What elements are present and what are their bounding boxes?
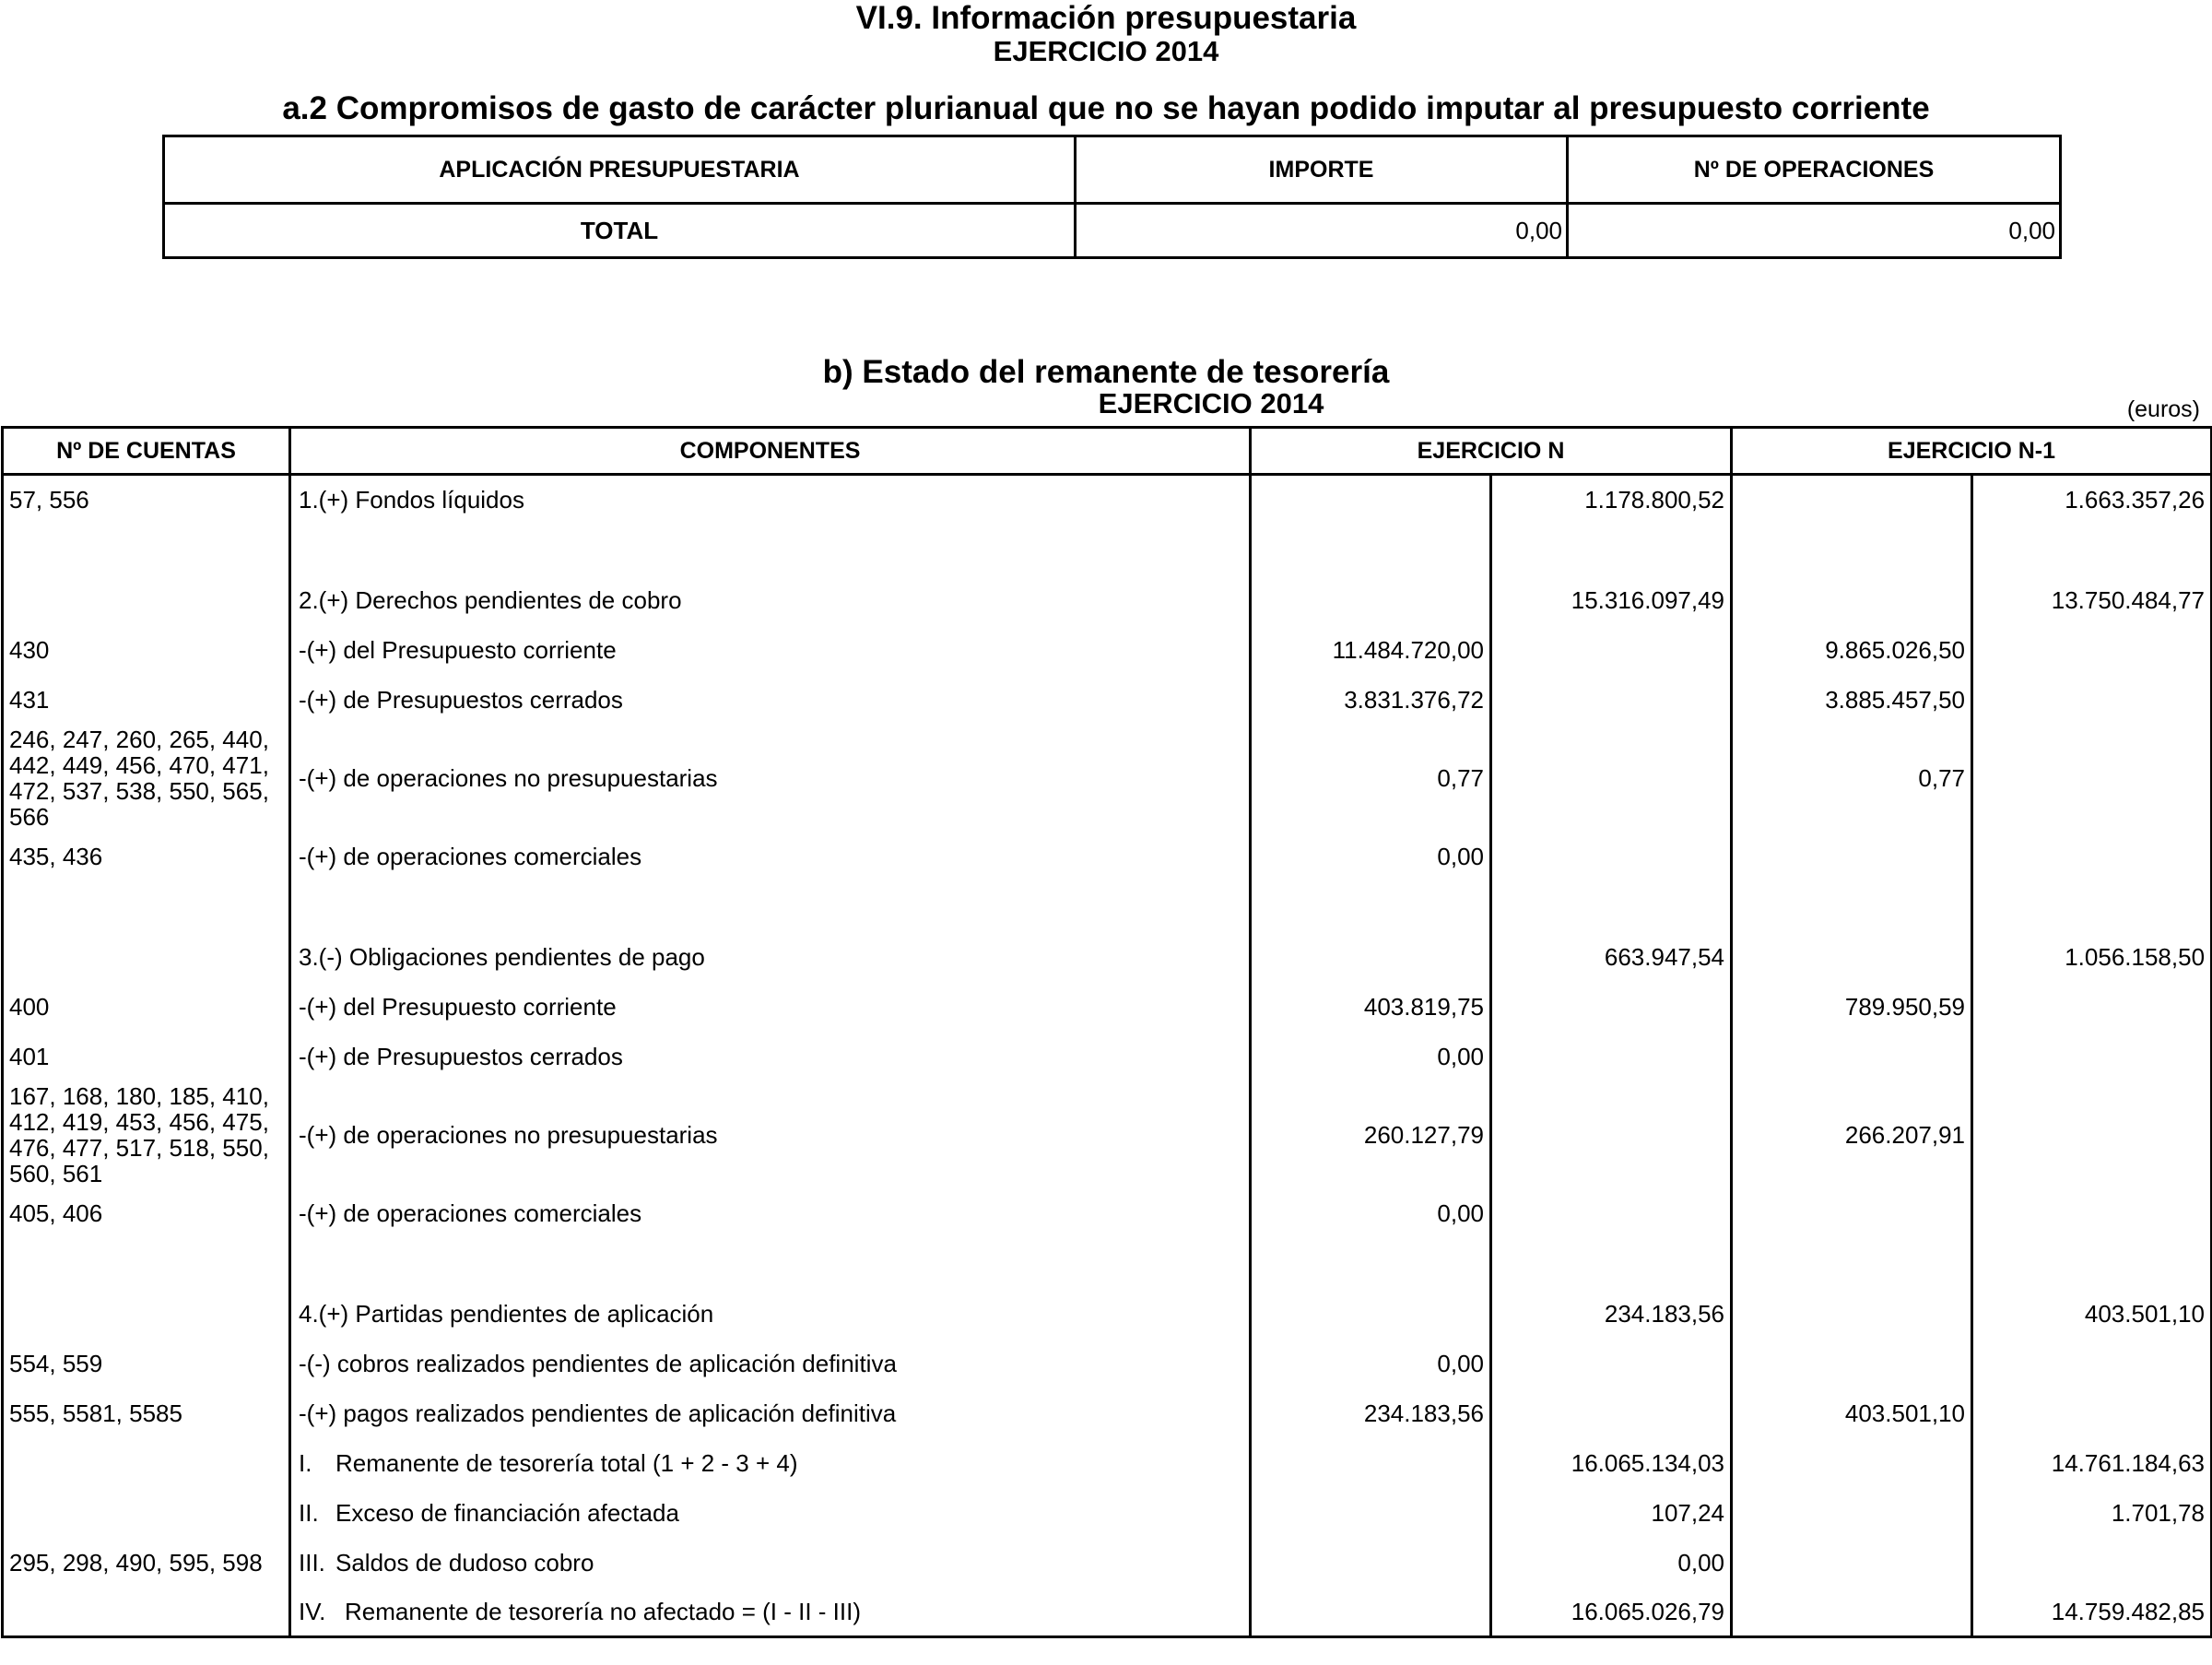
- ejercicio-n1-detail-cell: [1732, 1188, 1972, 1238]
- ejercicio-n1-total-cell: 1.701,78: [1972, 1488, 2212, 1538]
- ejercicio-n-detail-cell: 11.484.720,00: [1251, 625, 1491, 675]
- ejercicio-n-total-cell: 1.178.800,52: [1491, 475, 1732, 525]
- ejercicio-n-detail-cell: 260.127,79: [1251, 1081, 1491, 1188]
- ejercicio-n1-detail-cell: [1732, 1538, 1972, 1588]
- account-numbers-cell: 400: [3, 982, 290, 1032]
- table-row: [3, 1388, 2212, 1438]
- ejercicio-n1-detail-cell: [1732, 475, 1972, 525]
- account-numbers-cell: [3, 932, 290, 982]
- ejercicio-n-total-cell: [1491, 1188, 1732, 1238]
- table-row: [3, 932, 2212, 982]
- ejercicio-n-total-cell: [1491, 1032, 1732, 1081]
- ejercicio-n1-detail-cell: 403.501,10: [1732, 1388, 1972, 1438]
- commitments-table: [162, 135, 2062, 259]
- component-cell: [290, 1438, 1251, 1488]
- spacer-cell: [1732, 525, 1972, 575]
- component-text: Saldos de dudoso cobro: [335, 1548, 594, 1576]
- component-cell: 1.(+) Fondos líquidos: [290, 475, 1251, 525]
- ejercicio-n1-total-cell: [1972, 1339, 2212, 1388]
- component-cell: -(+) pagos realizados pendientes de aplicación definitiva: [290, 1388, 1251, 1438]
- spacer-cell: [1251, 1238, 1491, 1289]
- section-a2-title: a.2 Compromisos de gasto de carácter plurianual que no se hayan podido imputar al presupuesto corriente: [282, 90, 1930, 126]
- account-numbers-cell: 554, 559: [3, 1339, 290, 1388]
- ejercicio-n-total-cell: [1491, 832, 1732, 881]
- ejercicio-n1-detail-cell: [1732, 1289, 1972, 1339]
- ejercicio-n-total-cell: [1491, 1339, 1732, 1388]
- ejercicio-n-total-cell: [1491, 725, 1732, 832]
- spacer-cell: [1732, 1238, 1972, 1289]
- ejercicio-n-total-cell: [1491, 982, 1732, 1032]
- spacer-cell: [290, 1238, 1251, 1289]
- table-row: [3, 475, 2212, 525]
- ejercicio-n1-total-cell: [1972, 675, 2212, 725]
- ejercicio-n1-total-cell: [1972, 1188, 2212, 1238]
- spacer-cell: [1491, 1238, 1732, 1289]
- component-cell: -(+) de Presupuestos cerrados: [290, 1032, 1251, 1081]
- table-row: [3, 1081, 2212, 1188]
- ejercicio-n1-detail-cell: 266.207,91: [1732, 1081, 1972, 1188]
- component-cell: -(+) de operaciones no presupuestarias: [290, 725, 1251, 832]
- ejercicio-n-total-cell: 16.065.026,79: [1491, 1588, 1732, 1637]
- ejercicio-n-detail-cell: 0,00: [1251, 1032, 1491, 1081]
- section-b-title: b) Estado del remanente de tesorería: [822, 354, 1390, 390]
- component-cell: -(+) del Presupuesto corriente: [290, 625, 1251, 675]
- component-cell: -(+) del Presupuesto corriente: [290, 982, 1251, 1032]
- total-row: [164, 204, 2061, 258]
- component-cell: 3.(-) Obligaciones pendientes de pago: [290, 932, 1251, 982]
- account-numbers-cell: 246, 247, 260, 265, 440, 442, 449, 456, 470, 471, 472, 537, 538, 550, 565, 566: [3, 725, 290, 832]
- spacer-cell: [1972, 881, 2212, 932]
- ejercicio-n-total-cell: [1491, 675, 1732, 725]
- component-cell: [290, 1538, 1251, 1588]
- ejercicio-n-total-cell: [1491, 625, 1732, 675]
- account-numbers-cell: [3, 575, 290, 625]
- spacer-cell: [3, 1238, 290, 1289]
- table-row: [3, 575, 2212, 625]
- spacer-row: [3, 1238, 2212, 1289]
- ejercicio-n-total-cell: [1491, 1388, 1732, 1438]
- spacer-cell: [3, 525, 290, 575]
- column-header-aplicacion: APLICACIÓN PRESUPUESTARIA: [164, 136, 1076, 204]
- component-cell: [290, 1588, 1251, 1637]
- ejercicio-n1-total-cell: 14.759.482,85: [1972, 1588, 2212, 1637]
- ejercicio-n1-total-cell: [1972, 1081, 2212, 1188]
- ejercicio-n1-total-cell: [1972, 1388, 2212, 1438]
- account-numbers-cell: 431: [3, 675, 290, 725]
- ejercicio-n1-detail-cell: [1732, 1339, 1972, 1388]
- ejercicio-n1-detail-cell: [1732, 1032, 1972, 1081]
- account-numbers-cell: 405, 406: [3, 1188, 290, 1238]
- ejercicio-n1-total-cell: [1972, 1032, 2212, 1081]
- ejercicio-n1-detail-cell: [1732, 932, 1972, 982]
- ejercicio-n-detail-cell: 0,00: [1251, 832, 1491, 881]
- ejercicio-n1-total-cell: 1.056.158,50: [1972, 932, 2212, 982]
- ejercicio-n-total-cell: 15.316.097,49: [1491, 575, 1732, 625]
- table-row: [3, 625, 2212, 675]
- roman-numeral: I.: [299, 1448, 312, 1477]
- ejercicio-n-detail-cell: [1251, 1438, 1491, 1488]
- table-row: [3, 1188, 2212, 1238]
- ejercicio-n1-total-cell: 1.663.357,26: [1972, 475, 2212, 525]
- ejercicio-n1-detail-cell: [1732, 1488, 1972, 1538]
- account-numbers-cell: [3, 1438, 290, 1488]
- table-row: [3, 982, 2212, 1032]
- spacer-cell: [1491, 525, 1732, 575]
- ejercicio-n1-total-cell: 403.501,10: [1972, 1289, 2212, 1339]
- ejercicio-n1-total-cell: [1972, 725, 2212, 832]
- ejercicio-n-detail-cell: [1251, 1289, 1491, 1339]
- component-cell: -(+) de operaciones no presupuestarias: [290, 1081, 1251, 1188]
- table-row: [3, 1339, 2212, 1388]
- account-numbers-cell: [3, 1488, 290, 1538]
- account-numbers-cell: 430: [3, 625, 290, 675]
- ejercicio-n-detail-cell: [1251, 932, 1491, 982]
- page-title: VI.9. Información presupuestaria: [855, 0, 1357, 36]
- spacer-cell: [1251, 525, 1491, 575]
- total-label: TOTAL: [164, 204, 1076, 258]
- ejercicio-n-detail-cell: 0,00: [1251, 1188, 1491, 1238]
- ejercicio-n-total-cell: [1491, 1081, 1732, 1188]
- component-cell: [290, 1488, 1251, 1538]
- table-row: [3, 1538, 2212, 1588]
- spacer-cell: [1251, 881, 1491, 932]
- ejercicio-n-total-cell: 16.065.134,03: [1491, 1438, 1732, 1488]
- table-row: [3, 832, 2212, 881]
- total-operaciones: 0,00: [1568, 204, 2061, 258]
- ejercicio-n1-detail-cell: [1732, 1438, 1972, 1488]
- ejercicio-n-detail-cell: 3.831.376,72: [1251, 675, 1491, 725]
- account-numbers-cell: [3, 1289, 290, 1339]
- column-header-componentes: COMPONENTES: [290, 428, 1251, 475]
- ejercicio-n-detail-cell: [1251, 1538, 1491, 1588]
- ejercicio-n1-detail-cell: 789.950,59: [1732, 982, 1972, 1032]
- spacer-cell: [1972, 1238, 2212, 1289]
- table-row: [3, 1032, 2212, 1081]
- column-header-ejercicio-n: EJERCICIO N: [1251, 428, 1732, 475]
- column-header-operaciones: Nº DE OPERACIONES: [1568, 136, 2061, 204]
- ejercicio-n-total-cell: 663.947,54: [1491, 932, 1732, 982]
- page-subtitle: EJERCICIO 2014: [993, 35, 1219, 67]
- ejercicio-n1-detail-cell: 0,77: [1732, 725, 1972, 832]
- ejercicio-n1-detail-cell: [1732, 832, 1972, 881]
- ejercicio-n-total-cell: 107,24: [1491, 1488, 1732, 1538]
- ejercicio-n1-detail-cell: [1732, 1588, 1972, 1637]
- account-numbers-cell: 295, 298, 490, 595, 598: [3, 1538, 290, 1588]
- spacer-cell: [1972, 525, 2212, 575]
- table-row: [3, 1289, 2212, 1339]
- component-text: Remanente de tesorería total (1 + 2 - 3 + 4): [335, 1448, 798, 1477]
- ejercicio-n1-detail-cell: [1732, 575, 1972, 625]
- ejercicio-n1-total-cell: [1972, 982, 2212, 1032]
- column-header-cuentas: Nº DE CUENTAS: [3, 428, 290, 475]
- account-numbers-cell: 435, 436: [3, 832, 290, 881]
- column-header-ejercicio-n1: EJERCICIO N-1: [1732, 428, 2212, 475]
- ejercicio-n-total-cell: 0,00: [1491, 1538, 1732, 1588]
- roman-numeral: II.: [299, 1498, 319, 1527]
- ejercicio-n-detail-cell: 0,00: [1251, 1339, 1491, 1388]
- spacer-row: [3, 525, 2212, 575]
- spacer-row: [3, 881, 2212, 932]
- ejercicio-n-total-cell: 234.183,56: [1491, 1289, 1732, 1339]
- ejercicio-n1-total-cell: [1972, 832, 2212, 881]
- table-row: [3, 1488, 2212, 1538]
- unit-label: (euros): [2126, 396, 2200, 422]
- ejercicio-n-detail-cell: [1251, 575, 1491, 625]
- table-row: [3, 1438, 2212, 1488]
- component-cell: -(+) de Presupuestos cerrados: [290, 675, 1251, 725]
- section-b-subtitle: EJERCICIO 2014: [1098, 387, 1324, 419]
- component-cell: -(-) cobros realizados pendientes de aplicación definitiva: [290, 1339, 1251, 1388]
- ejercicio-n1-total-cell: 13.750.484,77: [1972, 575, 2212, 625]
- account-numbers-cell: 57, 556: [3, 475, 290, 525]
- ejercicio-n-detail-cell: [1251, 475, 1491, 525]
- table-row: [3, 675, 2212, 725]
- column-header-importe: IMPORTE: [1076, 136, 1568, 204]
- ejercicio-n-detail-cell: 234.183,56: [1251, 1388, 1491, 1438]
- spacer-cell: [1491, 881, 1732, 932]
- roman-numeral: III.: [299, 1548, 325, 1576]
- component-cell: 4.(+) Partidas pendientes de aplicación: [290, 1289, 1251, 1339]
- spacer-cell: [1732, 881, 1972, 932]
- table-header-row: [3, 428, 2212, 475]
- account-numbers-cell: 401: [3, 1032, 290, 1081]
- account-numbers-cell: [3, 1588, 290, 1637]
- ejercicio-n-detail-cell: [1251, 1488, 1491, 1538]
- ejercicio-n1-detail-cell: 3.885.457,50: [1732, 675, 1972, 725]
- ejercicio-n-detail-cell: 403.819,75: [1251, 982, 1491, 1032]
- spacer-cell: [290, 525, 1251, 575]
- table-row: [3, 725, 2212, 832]
- ejercicio-n-detail-cell: 0,77: [1251, 725, 1491, 832]
- spacer-cell: [290, 881, 1251, 932]
- component-cell: -(+) de operaciones comerciales: [290, 1188, 1251, 1238]
- roman-numeral: IV.: [299, 1597, 326, 1625]
- ejercicio-n1-total-cell: [1972, 625, 2212, 675]
- component-cell: 2.(+) Derechos pendientes de cobro: [290, 575, 1251, 625]
- ejercicio-n1-total-cell: 14.761.184,63: [1972, 1438, 2212, 1488]
- component-cell: -(+) de operaciones comerciales: [290, 832, 1251, 881]
- component-text: Exceso de financiación afectada: [335, 1498, 679, 1527]
- table-header-row: [164, 136, 2061, 204]
- ejercicio-n1-total-cell: [1972, 1538, 2212, 1588]
- ejercicio-n1-detail-cell: 9.865.026,50: [1732, 625, 1972, 675]
- account-numbers-cell: 555, 5581, 5585: [3, 1388, 290, 1438]
- treasury-remainder-table: [1, 426, 2212, 1638]
- account-numbers-cell: 167, 168, 180, 185, 410, 412, 419, 453, 456, 475, 476, 477, 517, 518, 550, 560, 561: [3, 1081, 290, 1188]
- table-row: [3, 1588, 2212, 1637]
- component-text: Remanente de tesorería no afectado = (I - II - III): [345, 1597, 862, 1625]
- spacer-cell: [3, 881, 290, 932]
- ejercicio-n-detail-cell: [1251, 1588, 1491, 1637]
- total-importe: 0,00: [1076, 204, 1568, 258]
